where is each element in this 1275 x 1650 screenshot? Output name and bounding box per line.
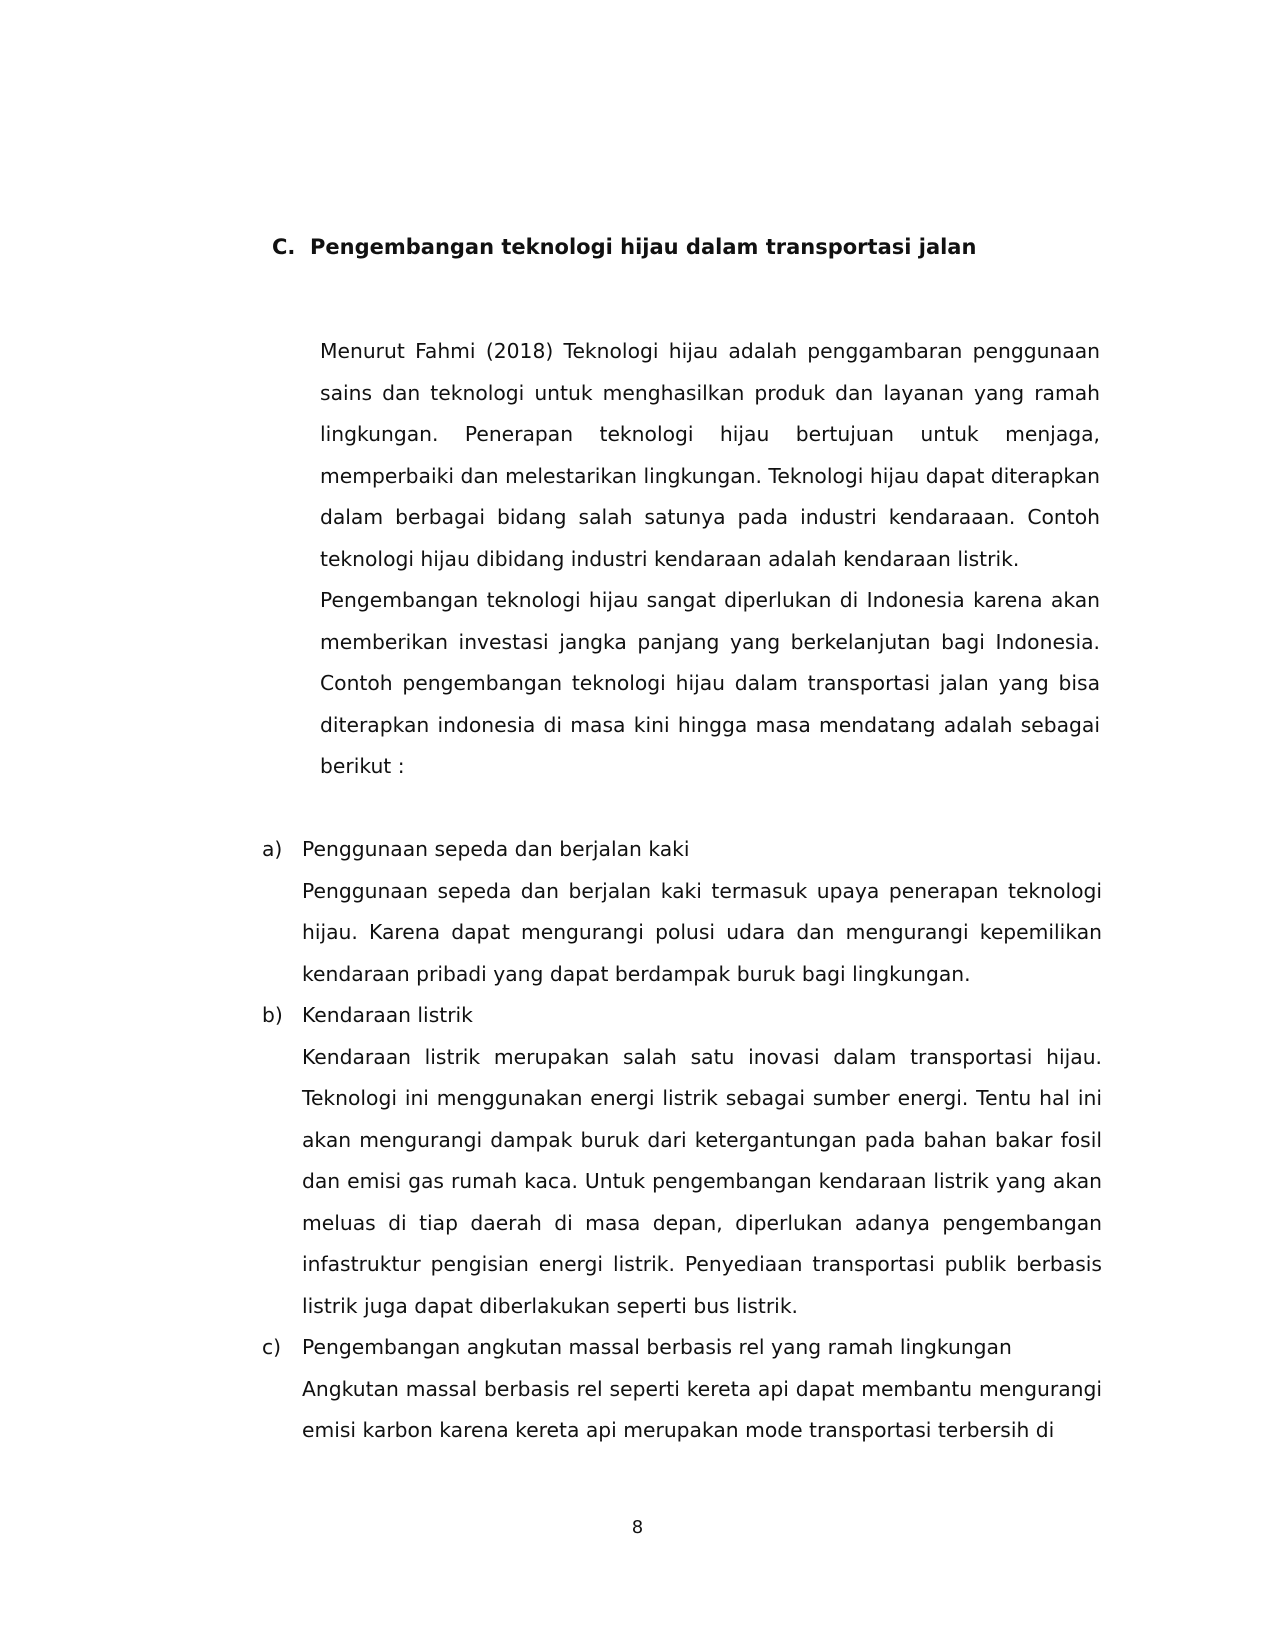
list-item-title: Penggunaan sepeda dan berjalan kaki (302, 837, 690, 861)
list-item (262, 995, 1102, 1327)
list-item-title: Kendaraan listrik (302, 1003, 473, 1027)
list-item-body: Penggunaan sepeda dan berjalan kaki termasuk upaya penerapan teknologi hijau. Karena dapat mengurangi polusi udara dan mengurangi kepemilikan kendaraan pribadi yang dapat berdampak buruk bagi lingkungan. (302, 878, 1102, 986)
list-marker: b) (262, 1003, 283, 1027)
intro-text (320, 331, 1100, 788)
technology-list (262, 829, 1102, 1452)
intro-paragraph: Pengembangan teknologi hijau sangat diperlukan di Indonesia karena akan memberikan investasi jangka panjang yang berkelanjutan bagi Indonesia. Contoh pengembangan teknologi hijau dalam transportasi jalan yang bisa diterapkan indonesia di masa kini hingga masa mendatang adalah sebagai berikut : (320, 588, 1100, 778)
section-number: C. (272, 235, 296, 259)
list-marker: a) (262, 837, 283, 861)
intro-paragraph: Menurut Fahmi (2018) Teknologi hijau adalah penggambaran penggunaan sains dan teknologi untuk menghasilkan produk dan layanan yang ramah lingkungan. Penerapan teknologi hijau bertujuan untuk menjaga, memperbaiki dan melestarikan lingkungan. Teknologi hijau dapat diterapkan dalam berbagai bidang salah satunya pada industri kendaraaan. Contoh teknologi hijau dibidang industri kendaraan adalah kendaraan listrik. (320, 339, 1100, 571)
list-item (262, 829, 1102, 995)
list-item-body: Angkutan massal berbasis rel seperti kereta api dapat membantu mengurangi emisi karbon karena kereta api merupakan mode transportasi terbersih di (302, 1376, 1102, 1442)
list-item (262, 1327, 1102, 1452)
section-heading (272, 232, 1092, 262)
page-number: 8 (631, 1517, 644, 1538)
list-item-title: Pengembangan angkutan massal berbasis rel yang ramah lingkungan (302, 1335, 1012, 1359)
section-title: Pengembangan teknologi hijau dalam transportasi jalan (310, 235, 977, 259)
list-marker: c) (262, 1335, 282, 1359)
list-item-body: Kendaraan listrik merupakan salah satu inovasi dalam transportasi hijau. Teknologi ini menggunakan energi listrik sebagai sumber energi. Tentu hal ini akan mengurangi dampak buruk dari ketergantungan pada bahan bakar fosil dan emisi gas rumah kaca. Untuk pengembangan kendaraan listrik yang akan meluas di tiap daerah di masa depan, diperlukan adanya pengembangan infastruktur pengisian energi listrik. Penyediaan transportasi publik berbasis listrik juga dapat diberlakukan seperti bus listrik. (302, 1044, 1102, 1318)
